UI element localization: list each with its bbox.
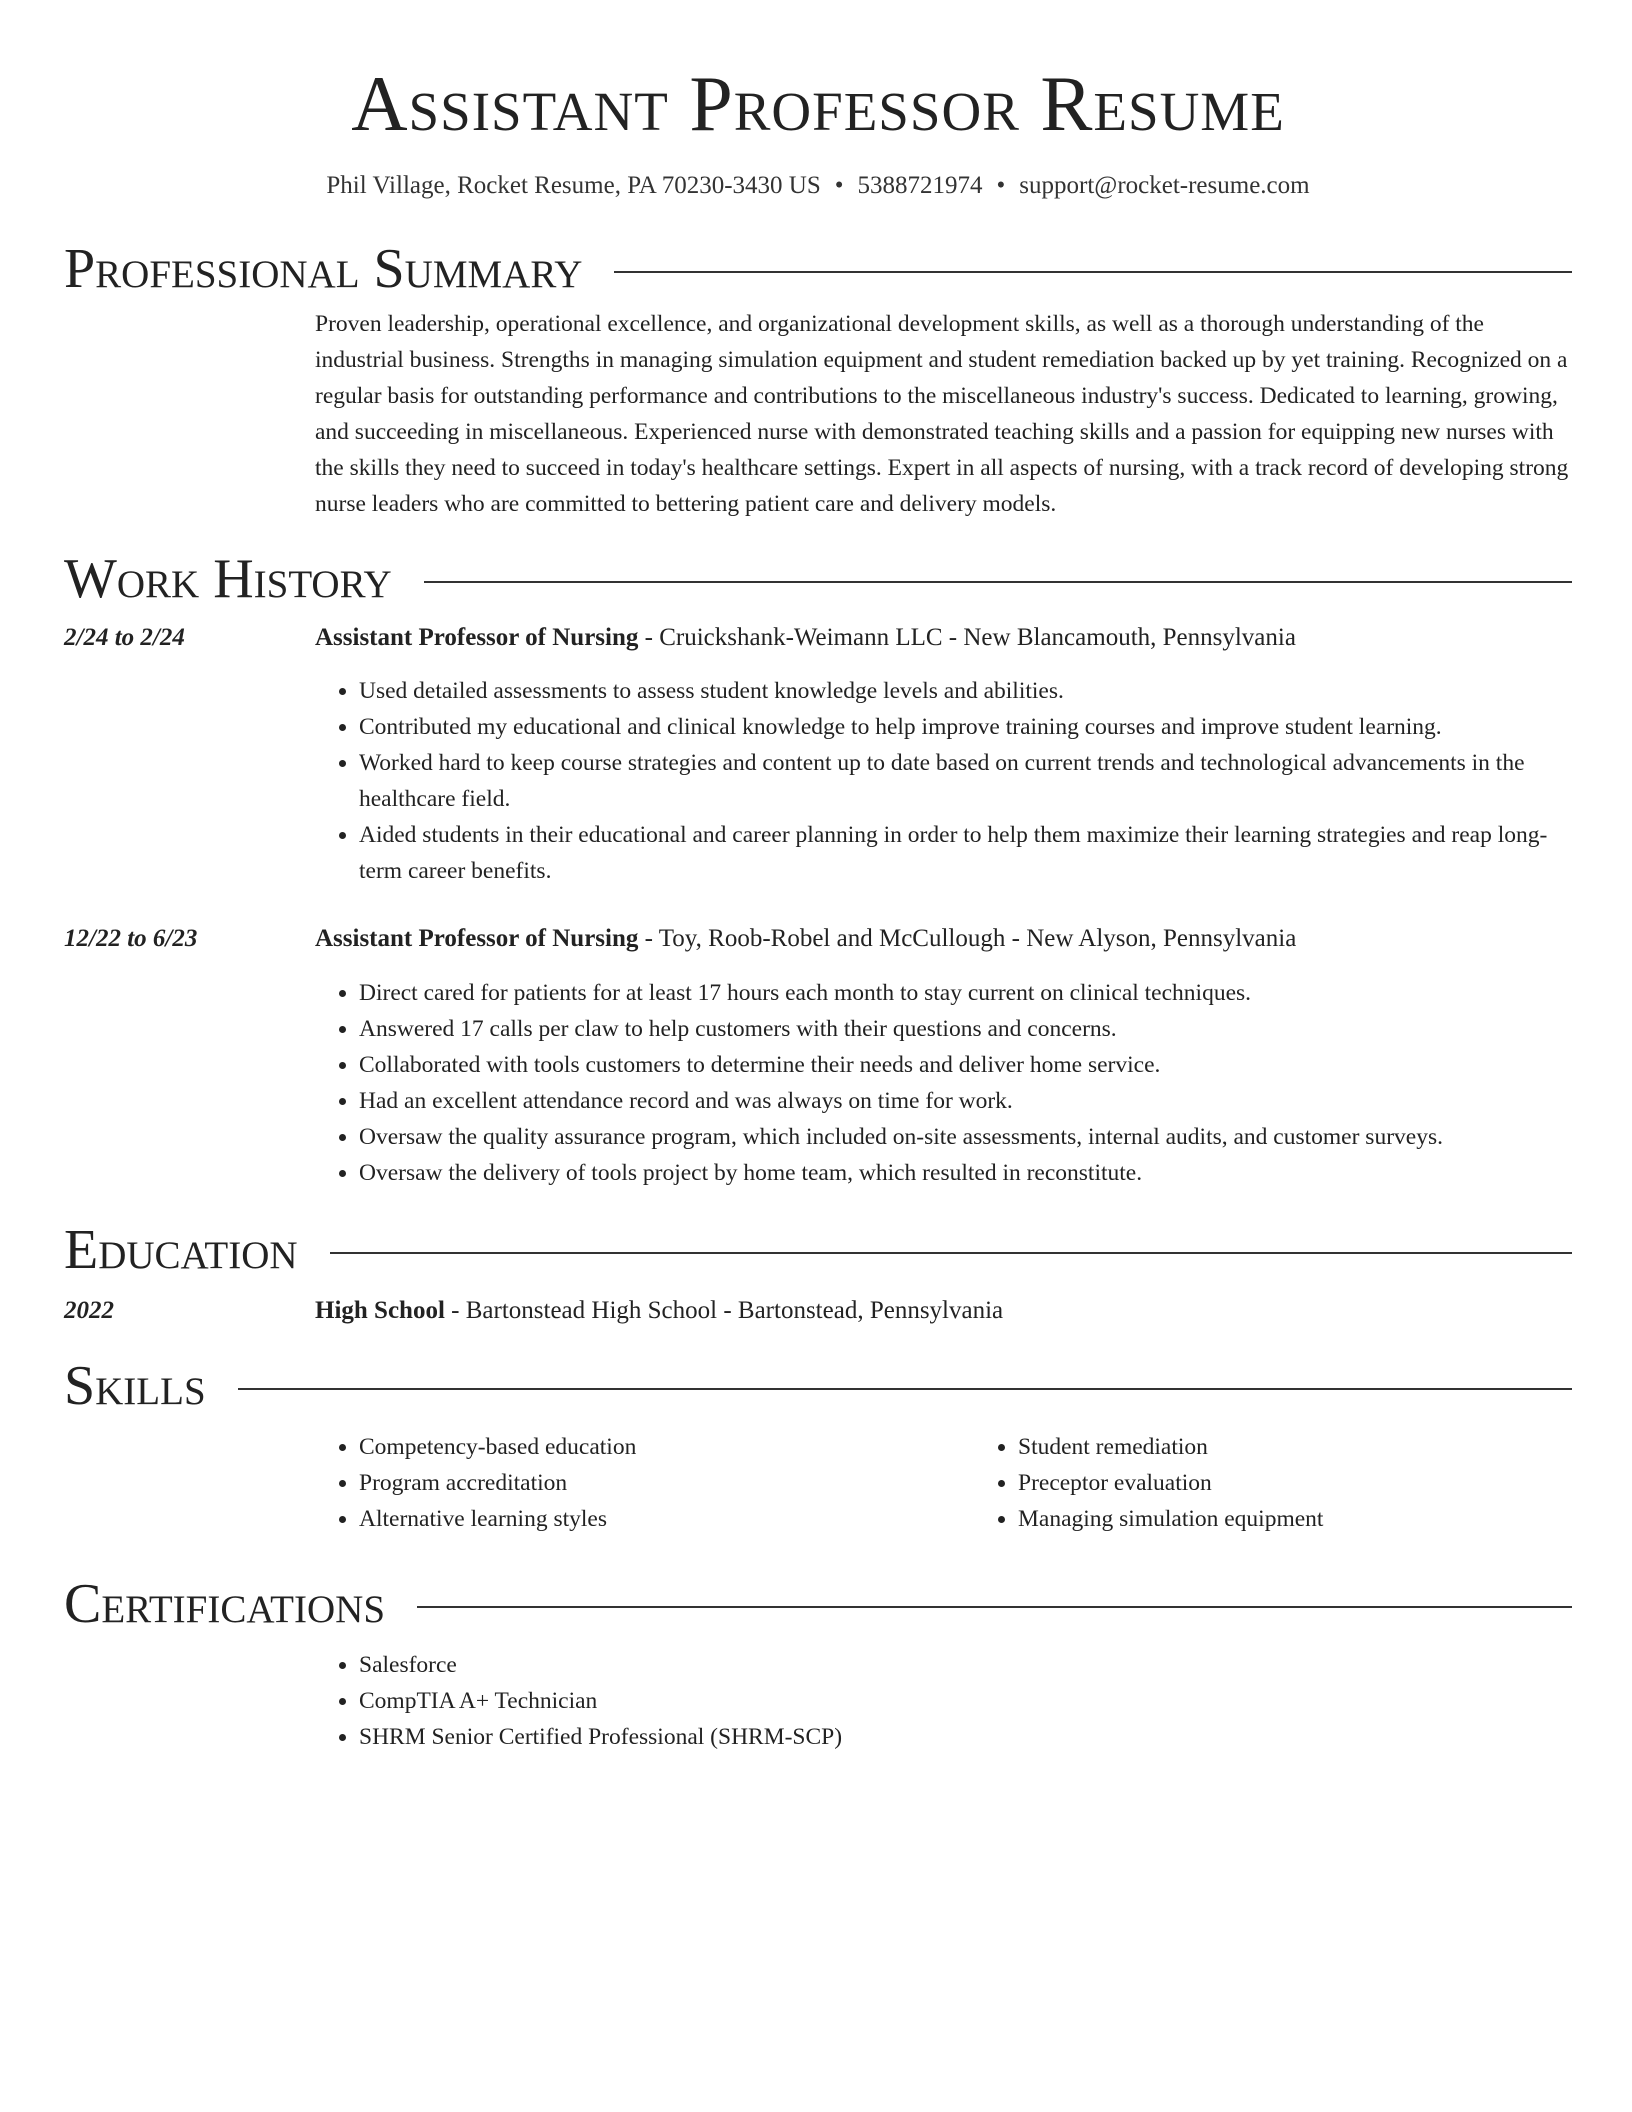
job-dates: 2/24 to 2/24: [64, 624, 185, 651]
job-position: Assistant Professor of Nursing: [315, 925, 639, 952]
job-bullet: • Direct cared for patients for at least 17 hours each month to stay current on clinical techniques.: [359, 975, 1572, 1011]
skills-section-title: Skills: [64, 1355, 206, 1417]
job-heading: [315, 620, 1572, 656]
skill-item: • Student remediation: [1018, 1429, 1632, 1465]
summary-section-title: Professional Summary: [64, 238, 583, 300]
job-bullets: [315, 673, 1572, 889]
education-section-title: Education: [64, 1219, 298, 1281]
certification-item: • Salesforce: [359, 1647, 1572, 1683]
job-bullet: • Oversaw the delivery of tools project by home team, which resulted in reconstitute.: [359, 1155, 1572, 1191]
job-details: - Toy, Roob-Robel and McCullough - New Alyson, Pennsylvania: [638, 925, 1297, 952]
section-divider: [238, 1388, 1572, 1390]
summary-text: Proven leadership, operational excellence, and organizational development skills, as well as a thorough understanding of the industrial business. Strengths in managing simulation equipment and student remediation backed up by yet training. Recognized on a regular basis for outstanding performance and contributions to the miscellaneous industry's success. Dedicated to learning, growing, and succeeding in miscellaneous. Experienced nurse with demonstrated teaching skills and a passion for equipping new nurses with the skills they need to succeed in today's healthcare settings. Expert in all aspects of nursing, with a track record of developing strong nurse leaders who are committed to bettering patient care and delivery models.: [315, 311, 1569, 517]
contact-address: Phil Village, Rocket Resume, PA 70230-3430 US: [326, 172, 821, 199]
job-position: Assistant Professor of Nursing: [315, 624, 639, 651]
education-section-header: [64, 1217, 1572, 1283]
section-divider: [424, 581, 1572, 583]
job-bullet: • Had an excellent attendance record and was always on time for work.: [359, 1083, 1572, 1119]
certifications-section-header: [64, 1571, 1572, 1637]
contact-phone: 5388721974: [857, 172, 983, 199]
skills-section-header: [64, 1353, 1572, 1419]
contact-separator: •: [996, 172, 1006, 199]
job-bullet: • Used detailed assessments to assess student knowledge levels and abilities.: [359, 673, 1572, 709]
contact-separator: •: [834, 172, 844, 199]
contact-email: support@rocket-resume.com: [1019, 172, 1310, 199]
job-dates: 12/22 to 6/23: [64, 925, 198, 952]
certifications-list: [315, 1647, 1572, 1755]
contact-line: [64, 170, 1572, 202]
education-year: 2022: [64, 1297, 114, 1324]
skills-list-right: [974, 1429, 1632, 1537]
skills-grid: [315, 1429, 1632, 1537]
skill-item: • Competency-based education: [359, 1429, 974, 1465]
certification-item: • CompTIA A+ Technician: [359, 1683, 1572, 1719]
job-bullet: • Aided students in their educational and career planning in order to help them maximize their learning strategies and reap long-term career benefits.: [359, 817, 1572, 889]
summary-row: [64, 306, 1572, 522]
job-bullet: • Collaborated with tools customers to determine their needs and deliver home service.: [359, 1047, 1572, 1083]
section-divider: [417, 1606, 1572, 1608]
education-details: - Bartonstead High School - Bartonstead, Pennsylvania: [444, 1297, 1004, 1324]
skills-row: [64, 1429, 1572, 1537]
education-entry: [64, 1293, 1572, 1329]
certifications-row: [64, 1647, 1572, 1755]
skill-item: • Alternative learning styles: [359, 1501, 974, 1537]
work-section-header: [64, 546, 1572, 612]
job-bullets: [315, 975, 1572, 1191]
job-entry: [64, 921, 1572, 1191]
job-bullet: • Answered 17 calls per claw to help customers with their questions and concerns.: [359, 1011, 1572, 1047]
resume-title: Assistant Professor Resume: [351, 60, 1285, 147]
skills-list-left: [315, 1429, 974, 1537]
work-section-title: Work History: [64, 548, 392, 610]
skill-item: • Managing simulation equipment: [1018, 1501, 1632, 1537]
certifications-section-title: Certifications: [64, 1573, 386, 1635]
education-heading: [315, 1293, 1572, 1329]
job-entry: [64, 620, 1572, 889]
job-bullet: • Contributed my educational and clinical knowledge to help improve training courses and improve student learning.: [359, 709, 1572, 745]
job-bullet: • Worked hard to keep course strategies and content up to date based on current trends and technological advancements in the healthcare field.: [359, 745, 1572, 817]
skill-item: • Program accreditation: [359, 1465, 974, 1501]
resume-page: [64, 0, 1572, 1755]
skills-spacer: [64, 1429, 315, 1537]
certifications-spacer: [64, 1647, 315, 1755]
job-heading: [315, 921, 1572, 957]
certification-item: • SHRM Senior Certified Professional (SHRM-SCP): [359, 1719, 1572, 1755]
summary-spacer: [64, 306, 315, 522]
summary-section-header: [64, 236, 1572, 302]
education-degree: High School: [315, 1297, 445, 1324]
job-details: - Cruickshank-Weimann LLC - New Blancamouth, Pennsylvania: [638, 624, 1296, 651]
section-divider: [330, 1252, 1572, 1254]
job-bullet: • Oversaw the quality assurance program, which included on-site assessments, internal audits, and customer surveys.: [359, 1119, 1572, 1155]
section-divider: [614, 271, 1572, 273]
skill-item: • Preceptor evaluation: [1018, 1465, 1632, 1501]
